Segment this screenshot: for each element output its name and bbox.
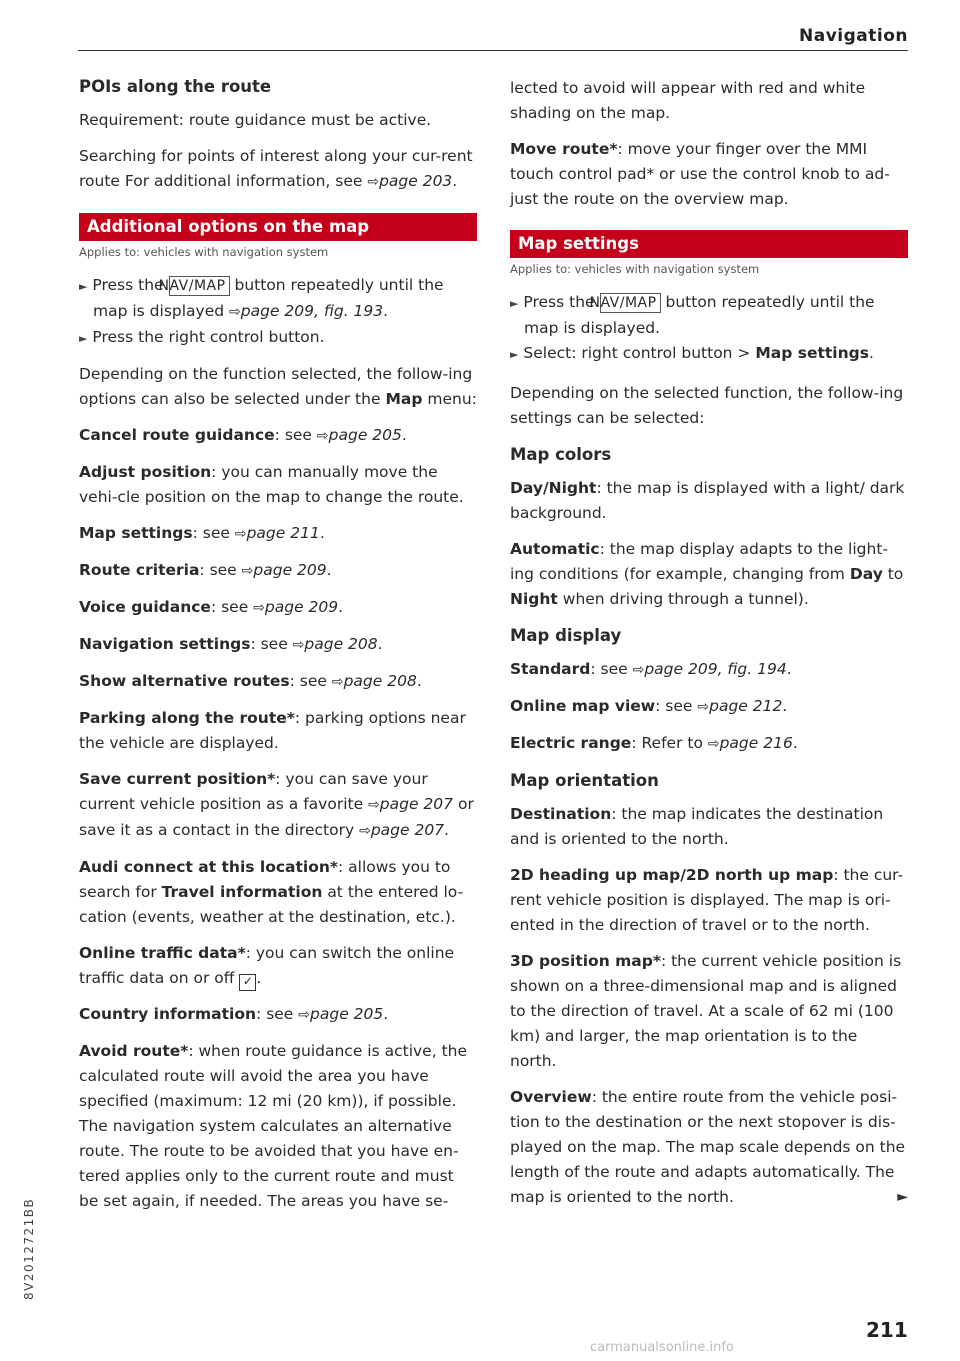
arrow-right-icon: ⇨ bbox=[229, 304, 241, 320]
item-ref[interactable]: ⇨page 208 bbox=[292, 635, 378, 653]
bullet-icon: ► bbox=[79, 280, 88, 293]
applies-note: Applies to: vehicles with navigation system bbox=[79, 245, 329, 259]
item-automatic: Automatic: the map display adapts to the light-ing conditions (for example, changing from Day to Night when driving through a tunnel). bbox=[510, 540, 904, 608]
item-online-map: Online map view: see ⇨page 212. bbox=[510, 697, 788, 715]
applies-note: Applies to: vehicles with navigation system bbox=[510, 262, 760, 276]
arrow-right-icon: ⇨ bbox=[292, 637, 305, 653]
map-settings-bar: Map settings bbox=[510, 230, 908, 258]
item-adjust: Adjust position: you can manually move the vehi-cle position on the map to change the route. bbox=[79, 463, 464, 506]
map-colors-heading: Map colors bbox=[510, 445, 612, 464]
item-traffic: Online traffic data*: you can switch the online traffic data on or off ✓ . bbox=[79, 941, 477, 991]
pois-ref[interactable]: ⇨page 203 bbox=[367, 172, 453, 190]
step-press-nav: ► Press the NAV/MAP button repeatedly until the map is displayed. bbox=[510, 293, 875, 337]
item-standard: Standard: see ⇨page 209, fig. 194. bbox=[510, 660, 792, 678]
item-overview: Overview: the entire route from the vehicle posi-tion to the destination or the next stopover is dis-played on the map. The map scale depends on the length of the route and adapts automatically. The map is oriented to the north. ► bbox=[510, 1085, 908, 1210]
item-alt-routes: Show alternative routes: see ⇨page 208. bbox=[79, 672, 422, 690]
additional-options-bar: Additional options on the map bbox=[79, 213, 477, 241]
item-ref[interactable]: ⇨page 212 bbox=[697, 697, 783, 715]
item-ref[interactable]: ⇨page 205 bbox=[298, 1005, 384, 1023]
header-rule bbox=[78, 50, 908, 51]
step-select-map-settings: ► Select: right control button > Map settings. bbox=[510, 344, 874, 362]
continue-arrow-icon: ► bbox=[897, 1189, 908, 1205]
item-2d-heading: 2D heading up map/2D north up map: the cur-rent vehicle position is displayed. The map is ori-ented in the direction of travel or to the north. bbox=[510, 866, 904, 934]
header-title: Navigation bbox=[799, 26, 908, 46]
arrow-right-icon: ⇨ bbox=[632, 662, 645, 678]
map-settings-intro: Depending on the selected function, the follow-ing settings can be selected: bbox=[510, 384, 904, 427]
side-code: 8V2012721BB bbox=[22, 1197, 36, 1300]
item-audi-connect: Audi connect at this location*: allows you to search for Travel information at the entered lo-cation (events, weather at the destination, etc.). bbox=[79, 858, 464, 926]
item-ref[interactable]: ⇨page 207 bbox=[359, 821, 445, 839]
item-voice: Voice guidance: see ⇨page 209. bbox=[79, 598, 344, 616]
item-cancel: Cancel route guidance: see ⇨page 205. bbox=[79, 426, 407, 444]
arrow-right-icon: ⇨ bbox=[316, 428, 329, 444]
left-column bbox=[79, 74, 477, 1225]
item-ref[interactable]: ⇨page 209 bbox=[241, 561, 327, 579]
map-orientation-heading: Map orientation bbox=[510, 771, 659, 790]
nav-map-button-label: NAV/MAP bbox=[169, 276, 230, 296]
step-right-control: ► Press the right control button. bbox=[79, 328, 325, 346]
item-daynight: Day/Night: the map is displayed with a light/ dark background. bbox=[510, 479, 905, 522]
arrow-right-icon: ⇨ bbox=[298, 1007, 311, 1023]
arrow-right-icon: ⇨ bbox=[697, 699, 710, 715]
arrow-right-icon: ⇨ bbox=[253, 600, 265, 616]
checkbox-checked-icon: ✓ bbox=[239, 974, 256, 991]
item-nav-settings: Navigation settings: see ⇨page 208. bbox=[79, 635, 383, 653]
item-ref[interactable]: ⇨page 205 bbox=[316, 426, 402, 444]
watermark: carmanualsonline.info bbox=[590, 1340, 734, 1355]
item-country: Country information: see ⇨page 205. bbox=[79, 1005, 389, 1023]
arrow-right-icon: ⇨ bbox=[359, 823, 371, 839]
page-number: 211 bbox=[866, 1318, 908, 1342]
item-move-route: Move route*: move your finger over the MMI touch control pad* or use the control knob to ad-just the route on the overview map. bbox=[510, 140, 890, 208]
item-ref[interactable]: ⇨page 216 bbox=[707, 734, 793, 752]
arrow-right-icon: ⇨ bbox=[367, 174, 380, 190]
step-ref[interactable]: ⇨page 209, fig. 193 bbox=[229, 302, 384, 320]
item-mapsettings: Map settings: see ⇨page 211. bbox=[79, 524, 325, 542]
item-ref[interactable]: ⇨page 209 bbox=[253, 598, 339, 616]
map-display-heading: Map display bbox=[510, 626, 622, 645]
pois-requirement: Requirement: route guidance must be active. bbox=[79, 111, 432, 129]
pois-heading: POIs along the route bbox=[79, 77, 272, 96]
bullet-icon: ► bbox=[510, 348, 519, 361]
arrow-right-icon: ⇨ bbox=[368, 797, 380, 813]
arrow-right-icon: ⇨ bbox=[331, 674, 344, 690]
item-destination: Destination: the map indicates the destination and is oriented to the north. bbox=[510, 805, 884, 848]
pois-text: Searching for points of interest along your cur-rent route For additional information, see ⇨page 203. bbox=[79, 147, 473, 190]
step-press-nav: ► Press the NAV/MAP button repeatedly until the map is displayed ⇨page 209, fig. 193. bbox=[79, 276, 444, 320]
item-parking: Parking along the route*: parking options near the vehicle are displayed. bbox=[79, 709, 466, 752]
item-ref[interactable]: ⇨page 208 bbox=[331, 672, 417, 690]
bullet-icon: ► bbox=[510, 297, 519, 310]
avoid-continuation: lected to avoid will appear with red and white shading on the map. bbox=[510, 79, 866, 122]
arrow-right-icon: ⇨ bbox=[707, 736, 720, 752]
item-save-position: Save current position*: you can save your current vehicle position as a favorite ⇨page 207 or save it as a contact in the directory ⇨page 207. bbox=[79, 770, 474, 839]
nav-map-button-label: NAV/MAP bbox=[600, 293, 661, 313]
bullet-icon: ► bbox=[79, 332, 88, 345]
additional-intro: Depending on the function selected, the follow-ing options can also be selected under the Map menu: bbox=[79, 365, 477, 408]
item-avoid-route: Avoid route*: when route guidance is active, the calculated route will avoid the area you have specified (maximum: 12 mi (20 km)), if possible. The navigation system calculates an alternative route. The route to be avoided that you have en-tered applies only to the current route and must be set again, if needed. The areas you have se- bbox=[79, 1042, 468, 1210]
item-3d-position: 3D position map*: the current vehicle position is shown on a three-dimensional map and is aligned to the direction of travel. At a scale of 62 mi (100 km) and larger, the map orientation is to the north. bbox=[510, 952, 902, 1070]
item-ref[interactable]: ⇨page 209, fig. 194 bbox=[632, 660, 787, 678]
item-ref[interactable]: ⇨page 207 bbox=[368, 795, 454, 813]
arrow-right-icon: ⇨ bbox=[234, 526, 247, 542]
right-column bbox=[510, 76, 908, 1221]
item-ref[interactable]: ⇨page 211 bbox=[234, 524, 320, 542]
item-electric-range: Electric range: Refer to ⇨page 216. bbox=[510, 734, 798, 752]
item-route-criteria: Route criteria: see ⇨page 209. bbox=[79, 561, 332, 579]
arrow-right-icon: ⇨ bbox=[241, 563, 254, 579]
